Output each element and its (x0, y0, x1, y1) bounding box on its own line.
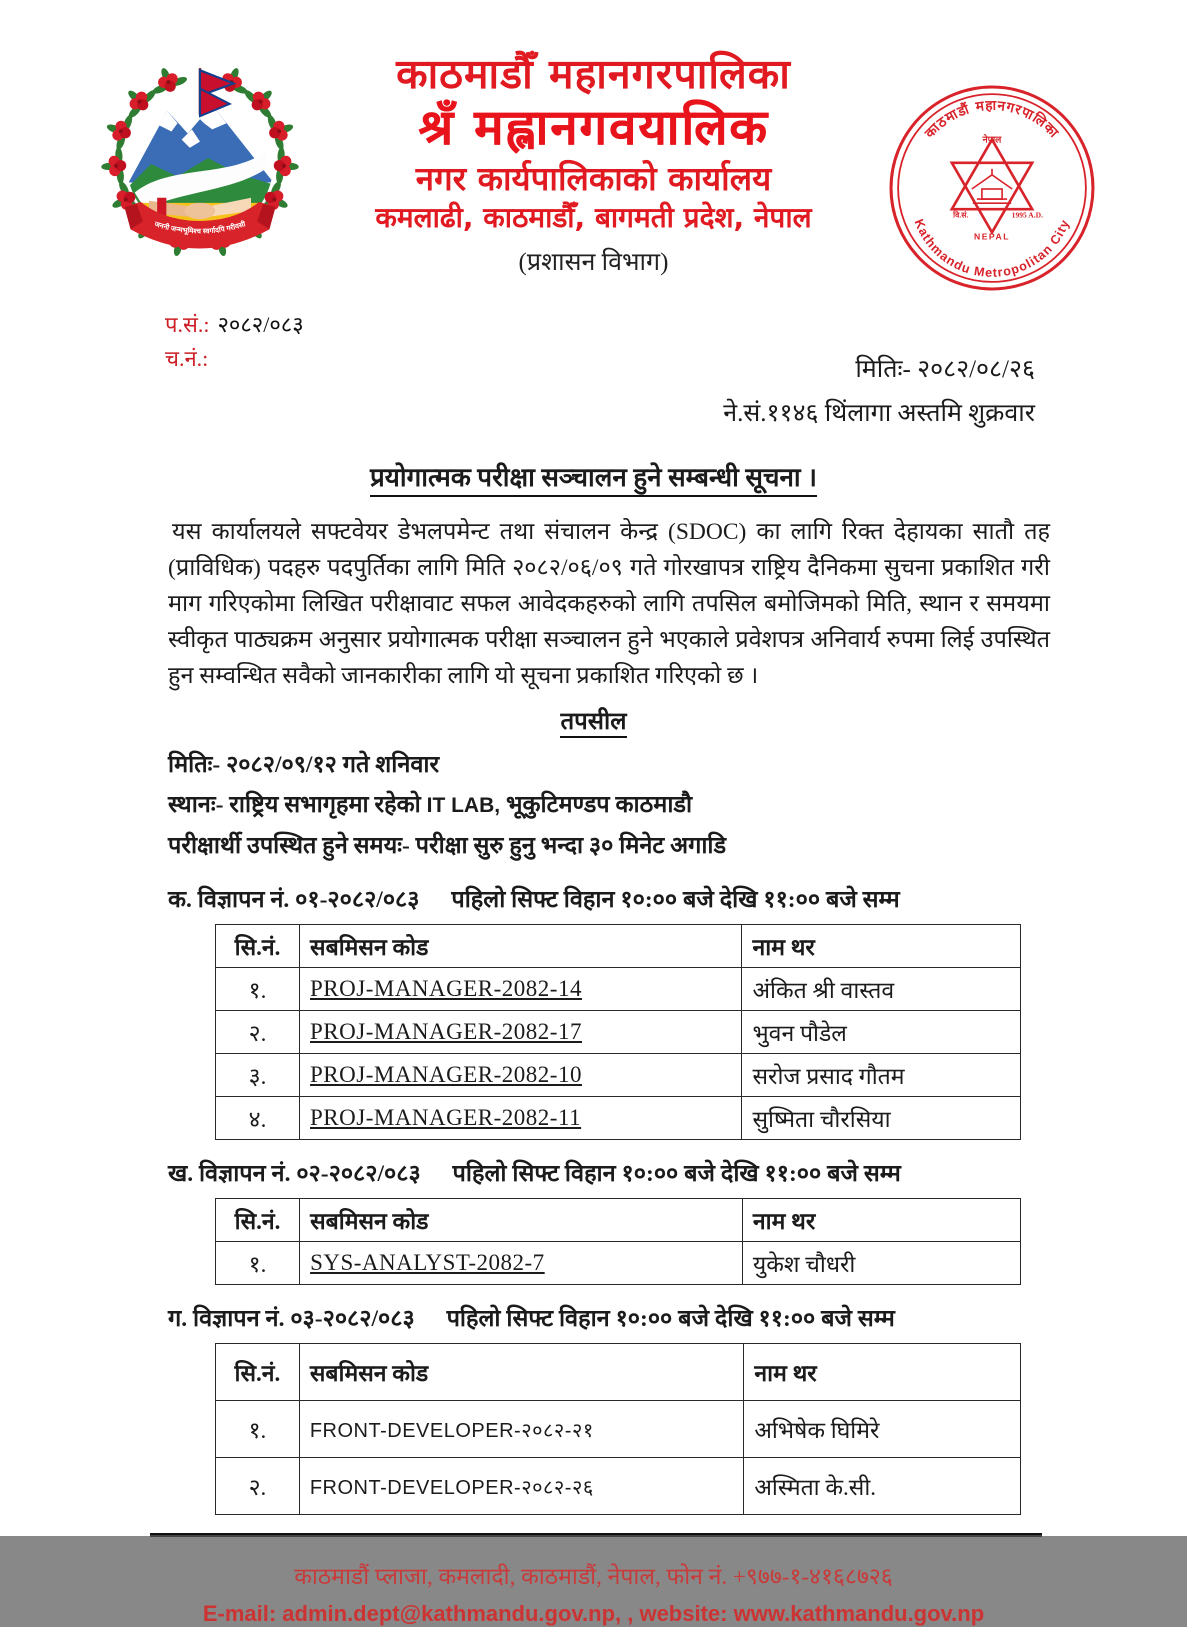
table-cell-sn: २. (216, 1458, 300, 1515)
submission-code: PROJ-MANAGER-2082-14 (310, 976, 582, 1001)
table-row (216, 1401, 1021, 1458)
department-name: (प्रशासन विभाग) (518, 248, 669, 276)
section-ka-table (215, 924, 1021, 1140)
venue-latin-part: IT LAB, (426, 794, 501, 817)
section-ka-heading: क. विज्ञापन नं. ०१-२०८२/०८३ पहिलो सिफ्ट विहान १०:०० बजे देखि ११:०० बजे सम्म (168, 887, 900, 913)
municipality-name: काठमाडौँ महानगरपालिका (396, 50, 791, 98)
submission-code: PROJ-MANAGER-2082-11 (310, 1105, 582, 1130)
table-row (216, 1011, 1021, 1054)
tapasil-heading: तपसील (0, 704, 1187, 737)
exam-date-line: मितिः- २०८२/०९/१२ गते शनिवार (168, 752, 440, 778)
submission-code: FRONT-DEVELOPER-२०८२-२१ (309, 1419, 594, 1442)
table-cell-sn: १. (216, 968, 300, 1011)
patra-sankhya-value: २०८२/०८३ (217, 312, 304, 337)
candidate-name: अभिषेक घिमिरे (744, 1401, 1021, 1458)
col-header-code: सबमिसन कोड (300, 1199, 743, 1242)
table-row (216, 1097, 1021, 1140)
miti-line: मितिः- २०८२/०८/२६ (855, 356, 1035, 383)
footer-address: काठमाडौं प्लाजा, कमलादी, काठमाडौं, नेपाल, फोन नं. +९७७-१-४१६८७२६ (294, 1564, 893, 1589)
chalani-number-label: च.नं.: (165, 346, 209, 371)
col-header-code: सबमिसन कोड (299, 1344, 744, 1401)
submission-code: PROJ-MANAGER-2082-10 (310, 1062, 582, 1087)
candidate-name: अंकित श्री वास्तव (742, 968, 1021, 1011)
candidate-name: सरोज प्रसाद गौतम (742, 1054, 1021, 1097)
table-cell-sn: १. (216, 1401, 300, 1458)
office-name: नगर कार्यपालिकाको कार्यालय (415, 159, 772, 199)
table-row (216, 1242, 1021, 1285)
seal-bs-year: वि.सं. (953, 210, 969, 220)
seal-temple-icon (972, 169, 1012, 203)
table-cell-sn: ३. (216, 1054, 300, 1097)
nepal-sambat-line: ने.सं.११४६ थिंलागा अस्तमि शुक्रवार (723, 400, 1035, 427)
submission-code: FRONT-DEVELOPER-२०८२-२६ (309, 1476, 594, 1499)
candidate-name: अस्मिता के.सी. (744, 1458, 1021, 1515)
submission-code: PROJ-MANAGER-2082-17 (310, 1019, 582, 1044)
section-kha-heading: ख. विज्ञापन नं. ०२-२०८२/०८३ पहिलो सिफ्ट विहान १०:०० बजे देखि ११:०० बजे सम्म (168, 1161, 901, 1187)
col-header-name: नाम थर (744, 1344, 1021, 1401)
col-header-name: नाम थर (742, 925, 1021, 968)
exam-venue-line: स्थानः- राष्ट्रिय सभागृहमा रहेको IT LAB, भूकुटिमण्डप काठमाडौ (168, 792, 693, 818)
section-ga-heading: ग. विज्ञापन नं. ०३-२०८२/०८३ पहिलो सिफ्ट विहान १०:०० बजे देखि ११:०० बजे सम्म (168, 1306, 895, 1332)
table-row (216, 1054, 1021, 1097)
col-header-sn: सि.नं. (216, 1344, 300, 1401)
footer-divider (150, 1533, 1042, 1535)
notice-body: यस कार्यालयले सफ्टवेयर डेभलपमेन्ट तथा संचालन केन्द्र (SDOC) का लागि रिक्त देहायका सातौ तह (प्राविधिक) पदहरु पदपुर्तिका लागि मिति २०८२/०६/०९ गते गोरखापत्र राष्ट्रिय दैनिकमा सुचना प्रकाशित गरी माग गरिएकोमा लिखित परीक्षावाट सफल आवेदकहरुको लागि तपसिल बमोजिमको मिति, स्थान र समयमा स्वीकृत पाठ्यक्रम अनुसार प्रयोगात्मक परीक्षा सञ्चालन हुने भएकाले प्रवेशपत्र अनिवार्य रुपमा लिई उपस्थित हुन सम्वन्धित सवैको जानकारीका लागि यो सूचना प्रकाशित गरिएको छ । (168, 519, 1050, 689)
col-header-code: सबमिसन कोड (300, 925, 742, 968)
notice-title: प्रयोगात्मक परीक्षा सञ्चालन हुने सम्बन्धी सूचना । (0, 458, 1187, 494)
kmc-seal-logo (886, 82, 1098, 294)
section-kha-table (215, 1198, 1021, 1285)
footer-contact: E-mail: admin.dept@kathmandu.gov.np, , website: www.kathmandu.gov.np (202, 1601, 985, 1626)
table-cell-sn: २. (216, 1011, 300, 1054)
col-header-sn: सि.नं. (216, 925, 300, 968)
table-header-row (216, 1199, 1021, 1242)
seal-bottom-text: Kathmandu Metropolitan City (911, 217, 1073, 280)
seal-nepal-latin: NEPAL (973, 231, 1011, 242)
exam-time-line: परीक्षार्थी उपस्थित हुने समयः- परीक्षा सुरु हुनु भन्दा ३० मिनेट अगाडि (168, 833, 727, 859)
submission-code: SYS-ANALYST-2082-7 (310, 1250, 545, 1275)
nepal-emblem-logo (98, 58, 302, 262)
col-header-sn: सि.नं. (216, 1199, 300, 1242)
col-header-name: नाम थर (742, 1199, 1020, 1242)
table-header-row (216, 1344, 1021, 1401)
candidate-name: भुवन पौडेल (742, 1011, 1021, 1054)
candidate-name: सुष्मिता चौरसिया (742, 1097, 1021, 1140)
seal-top-text: काठमाडौं महानगरपालिका (921, 97, 1063, 142)
letterhead-text (274, 0, 914, 278)
table-header-row (216, 925, 1021, 968)
table-row (216, 1458, 1021, 1515)
candidate-name: युकेश चौधरी (742, 1242, 1020, 1285)
seal-ad-year: 1995 A.D. (1011, 210, 1043, 220)
section-ga-table (215, 1343, 1021, 1515)
table-row (216, 968, 1021, 1011)
municipality-name-stylized: श्रँ मह्लानगवयालिक (418, 99, 769, 157)
table-cell-sn: ४. (216, 1097, 300, 1140)
emblem-motto-text: जननी जन्मभूमिश्च स्वर्गादपि गरीयसी (153, 220, 247, 236)
letterhead (0, 0, 1187, 308)
seal-nepal-devanagari: नेपाल (982, 134, 1002, 145)
table-cell-sn: १. (216, 1242, 300, 1285)
office-address: कमलाढी, काठमाडौँ, बागमती प्रदेश, नेपाल (375, 200, 812, 234)
patra-sankhya-label: प.सं.: (165, 312, 210, 337)
patra-sankhya-line (165, 308, 1187, 342)
exam-details (0, 745, 1187, 866)
